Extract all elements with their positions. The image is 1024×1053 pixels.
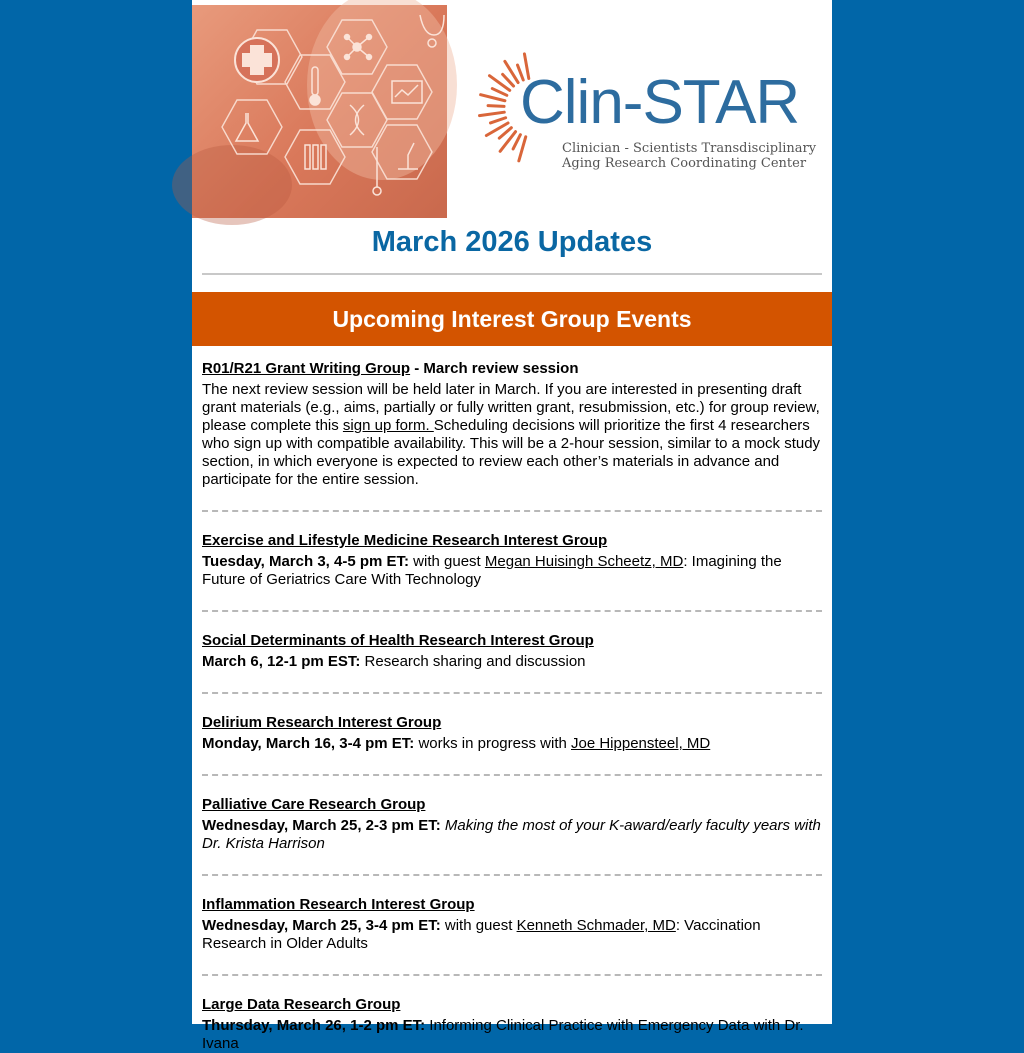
clin-star-logo: [472, 50, 817, 180]
event-datetime: Wednesday, March 25, 3-4 pm ET:: [202, 917, 441, 934]
event-inflammation: [202, 896, 822, 953]
event-group-link[interactable]: R01/R21 Grant Writing Group: [202, 360, 411, 377]
guest-link[interactable]: Joe Hippensteel, MD: [571, 735, 711, 752]
logo-ray: [491, 118, 506, 123]
event-datetime: Monday, March 16, 3-4 pm ET:: [202, 735, 415, 752]
newsletter-title: March 2026 Updates: [371, 226, 653, 258]
guest-link[interactable]: Megan Huisingh Scheetz, MD: [484, 553, 684, 570]
event-large-data: [202, 996, 822, 1053]
event-description-cont: Scheduling decisions will prioritize the first 4 researchers who sign up with compatible availability. This will be a 2-hour session, similar to a mock study section, in which everyone is expected to review each other’s materials in advance and participate for the entire session.: [202, 417, 821, 488]
logo-ray: [499, 128, 511, 138]
logo-ray: [480, 112, 505, 115]
logo-ray: [488, 106, 504, 107]
logo-subtitle-line1: Clinician - Scientists Transdisciplinary: [562, 141, 817, 156]
event-topic: : Vaccination Research in Older Adults: [202, 917, 761, 952]
logo-wordmark: Clin-STAR: [520, 68, 800, 137]
event-divider: [202, 510, 822, 512]
logo-ray: [492, 89, 507, 96]
event-divider: [202, 692, 822, 694]
sign-up-form-link[interactable]: sign up form.: [342, 417, 434, 434]
event-title-suffix: - March review session: [410, 360, 579, 377]
event-topic: Making the most of your K-award/early faculty years with Dr. Krista Harrison: [202, 817, 821, 852]
event-group-link[interactable]: Large Data Research Group: [202, 996, 401, 1013]
event-palliative-care: [202, 796, 822, 853]
guest-link[interactable]: Kenneth Schmader, MD: [516, 917, 676, 934]
event-text: with guest: [409, 553, 485, 570]
event-grant-writing: [202, 360, 822, 489]
title-divider: [202, 273, 822, 275]
header-image: [192, 5, 447, 218]
event-group-link[interactable]: Delirium Research Interest Group: [202, 714, 442, 731]
event-group-link[interactable]: Social Determinants of Health Research Interest Group: [202, 632, 594, 649]
event-exercise-lifestyle: [202, 532, 822, 589]
event-datetime: Tuesday, March 3, 4-5 pm ET:: [202, 553, 410, 570]
event-divider: [202, 774, 822, 776]
event-datetime: Thursday, March 26, 1-2 pm ET:: [202, 1017, 426, 1034]
event-divider: [202, 610, 822, 612]
logo-ray: [503, 74, 514, 86]
event-description: The next review session will be held later in March. If you are interested in presenting draft grant materials (e.g., aims, partially or fully written grant, resubmission, etc.) for group review, please complete this: [202, 381, 820, 434]
event-group-link[interactable]: Inflammation Research Interest Group: [202, 896, 475, 913]
event-text: Research sharing and discussion: [360, 653, 586, 670]
section-heading: Upcoming Interest Group Events: [192, 292, 832, 346]
event-group-link[interactable]: Palliative Care Research Group: [202, 796, 426, 813]
newsletter-page: [192, 0, 832, 1052]
event-divider: [202, 974, 822, 976]
event-text: Informing Clinical Practice with Emergency Data with Dr. Ivana: [202, 1017, 804, 1052]
event-list: [202, 360, 822, 1053]
event-topic: : Imagining the Future of Geriatrics Care With Technology: [202, 553, 782, 588]
event-text: works in progress with: [414, 735, 571, 752]
logo-subtitle-line2: Aging Research Coordinating Center: [562, 156, 807, 171]
event-text: with guest: [440, 917, 517, 934]
logo-ray: [519, 137, 526, 161]
event-datetime: March 6, 12-1 pm EST:: [202, 653, 361, 670]
event-group-link[interactable]: Exercise and Lifestyle Medicine Research Interest Group: [202, 532, 608, 549]
event-divider: [202, 874, 822, 876]
event-social-determinants: [202, 632, 822, 671]
logo-ray: [481, 95, 505, 101]
event-datetime: Wednesday, March 25, 2-3 pm ET:: [202, 817, 441, 834]
event-delirium: [202, 714, 822, 753]
